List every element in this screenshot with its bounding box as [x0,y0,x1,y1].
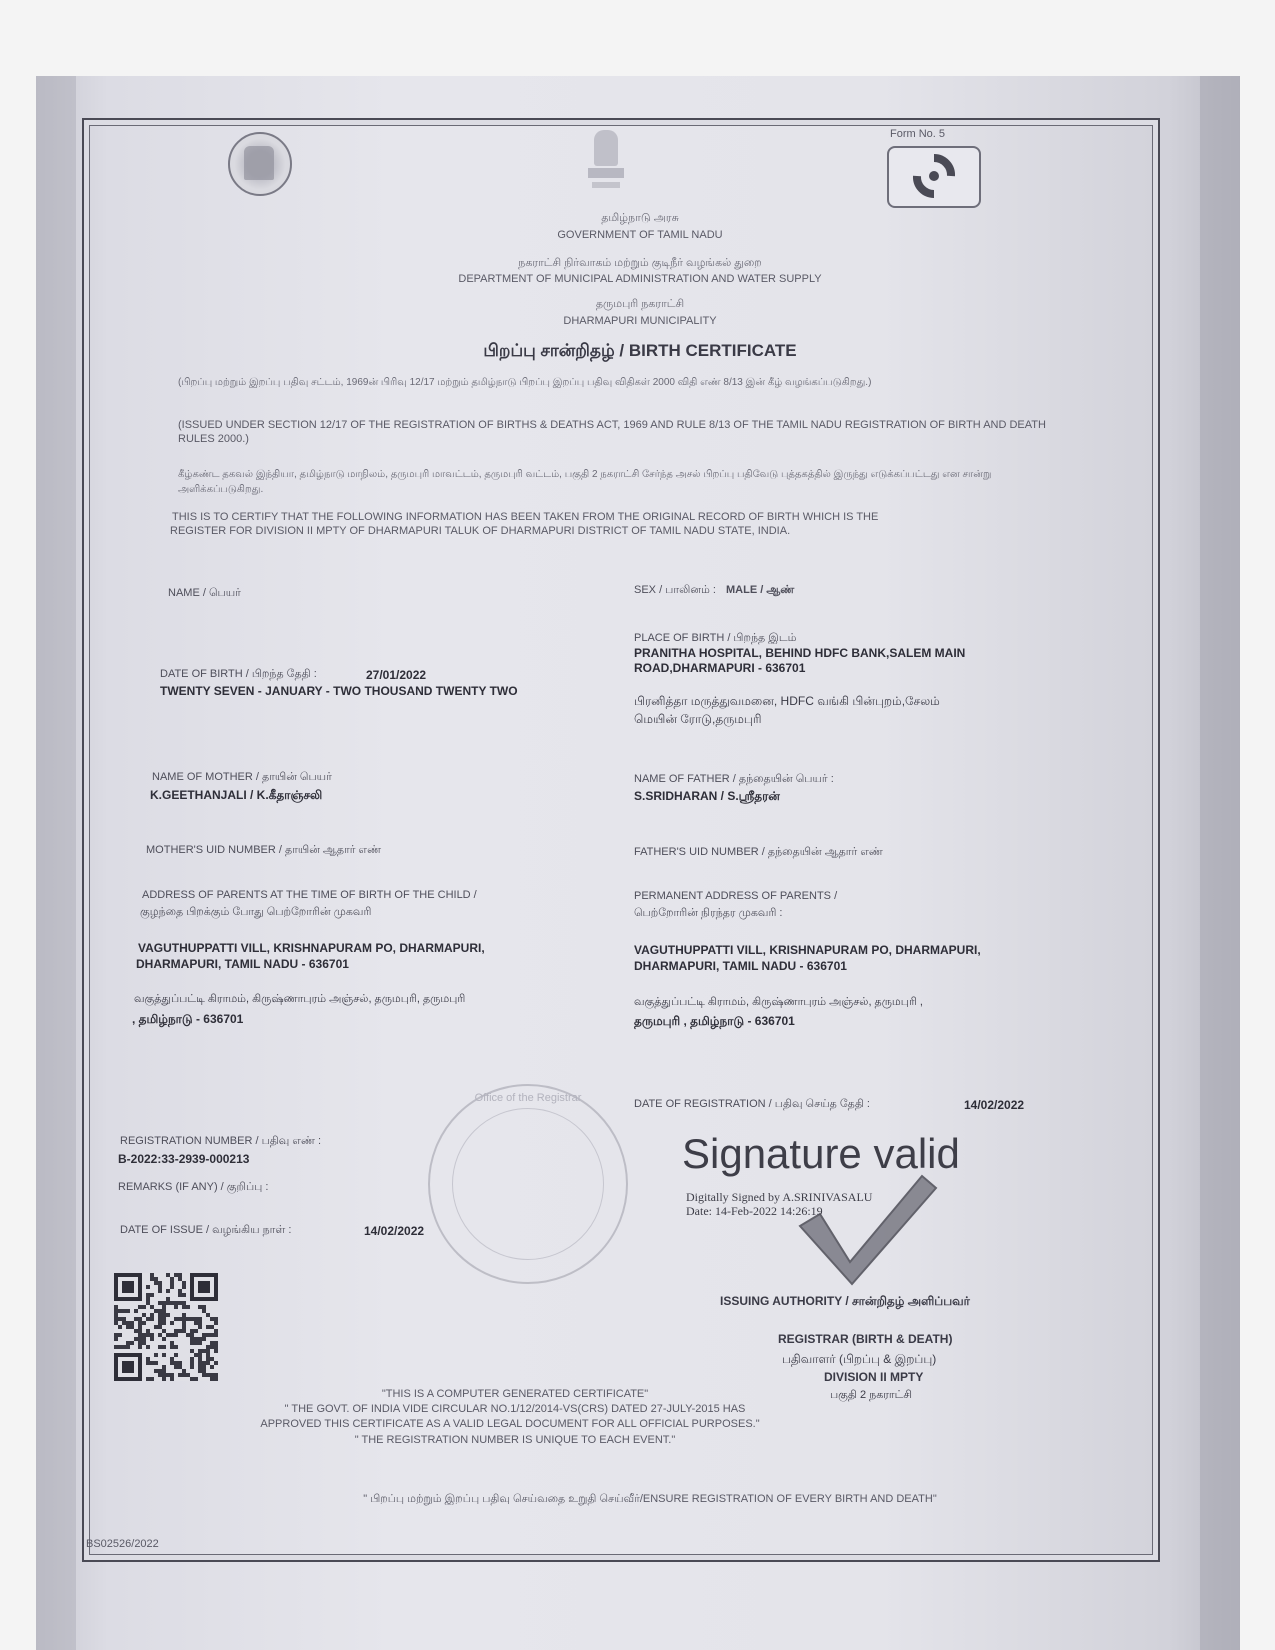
place-of-birth-tamil-line2: மெயின் ரோடு,தருமபுரி [634,712,762,726]
certificate-title: பிறப்பு சான்றிதழ் / BIRTH CERTIFICATE [483,341,797,360]
footer-line-3: APPROVED THIS CERTIFICATE AS A VALID LEGAL DOCUMENT FOR ALL OFFICIAL PURPOSES." [260,1418,760,1430]
father-name-value: S.SRIDHARAN / S.ஸ்ரீதரன் [634,789,780,803]
date-of-birth-value: 27/01/2022 [366,668,427,682]
municipality-title: DHARMAPURI MUNICIPALITY [563,315,717,327]
date-of-birth-words: TWENTY SEVEN - JANUARY - TWO THOUSAND TWENTY TWO [160,684,518,698]
sex-label: SEX / பாலினம் : [634,584,716,596]
registration-number-label: REGISTRATION NUMBER / பதிவு எண் : [120,1135,322,1147]
registrar-title: REGISTRAR (BIRTH & DEATH) [778,1332,953,1346]
permanent-address-value-2: DHARMAPURI, TAMIL NADU - 636701 [634,959,847,973]
certificate-border [82,118,1160,1562]
mother-name-value: K.GEETHANJALI / K.கீதாஞ்சலி [150,788,323,802]
date-of-birth-label: DATE OF BIRTH / பிறந்த தேதி : [160,668,317,680]
sex-value: MALE / ஆண் [726,584,795,596]
father-uid-label: FATHER'S UID NUMBER / தந்தையின் ஆதார் எண் [634,846,883,858]
form-number: Form No. 5 [890,128,946,140]
father-name-label: NAME OF FATHER / தந்தையின் பெயர் : [634,773,834,785]
footer-line-4: " THE REGISTRATION NUMBER IS UNIQUE TO EACH EVENT." [354,1434,676,1446]
mother-name-label: NAME OF MOTHER / தாயின் பெயர் [152,771,332,783]
certify-text-english-1: THIS IS TO CERTIFY THAT THE FOLLOWING INFORMATION HAS BEEN TAKEN FROM THE ORIGINAL RECORD OF BIRTH WHICH IS THE [172,511,879,523]
place-of-birth-tamil-line1: பிரனித்தா மருத்துவமனை, HDFC வங்கி பின்புறம்,சேலம் [634,694,940,708]
division-title: DIVISION II MPTY [824,1370,924,1384]
official-seal-icon [428,1084,628,1284]
registration-date-label: DATE OF REGISTRATION / பதிவு செய்த தேதி : [634,1098,870,1110]
ashoka-emblem-icon [584,130,628,196]
place-of-birth-value-line2: ROAD,DHARMAPURI - 636701 [634,661,806,675]
department-title: DEPARTMENT OF MUNICIPAL ADMINISTRATION AND WATER SUPPLY [458,273,822,285]
birth-address-tamil-2: , தமிழ்நாடு - 636701 [132,1012,244,1026]
department-tamil: நகராட்சி நிர்வாகம் மற்றும் குடிநீர் வழங்கல் துறை [518,257,762,269]
section-text-english: (ISSUED UNDER SECTION 12/17 OF THE REGISTRATION OF BIRTHS & DEATHS ACT, 1969 AND RULE 8/13 OF THE TAMIL NADU REGISTRATION OF BIRTH AND DEATH RULES 2000.) [178,419,1046,445]
scan-shadow-left [36,76,76,1650]
issuing-authority: ISSUING AUTHORITY / சான்றிதழ் அளிப்பவர் [720,1294,970,1308]
bottom-slogan: " பிறப்பு மற்றும் இறப்பு பதிவு செய்வதை உறுதி செய்வீர்/ENSURE REGISTRATION OF EVERY BIRTH AND DEATH" [363,1493,937,1505]
permanent-address-label-1: PERMANENT ADDRESS OF PARENTS / [634,890,838,902]
certify-text-english-2: REGISTER FOR DIVISION II MPTY OF DHARMAPURI TALUK OF DHARMAPURI DISTRICT OF TAMIL NADU STATE, INDIA. [170,525,791,537]
section-text-tamil: (பிறப்பு மற்றும் இறப்பு பதிவு சட்டம், 1969ன் பிரிவு 12/17 மற்றும் தமிழ்நாடு பிறப்பு இறப்பு பதிவு விதிகள் 2000 விதி எண் 8/13 இன் கீழ் வழங்கப்படுகிறது.) [178,377,872,388]
tamil-nadu-emblem-icon [228,132,292,196]
name-label: NAME / பெயர் [168,587,241,599]
place-of-birth-value-line1: PRANITHA HOSPITAL, BEHIND HDFC BANK,SALEM MAIN [634,646,966,660]
birth-address-label-1: ADDRESS OF PARENTS AT THE TIME OF BIRTH OF THE CHILD / [142,889,477,901]
remarks-label: REMARKS (IF ANY) / குறிப்பு : [118,1181,269,1193]
crs-logo-icon [887,146,981,208]
division-title-tamil: பகுதி 2 நகராட்சி [830,1389,913,1401]
registrar-title-tamil: பதிவாளர் (பிறப்பு & இறப்பு) [782,1352,937,1366]
birth-address-label-2: குழந்தை பிறக்கும் போது பெற்றோரின் முகவரி [140,906,372,918]
birth-address-tamil-1: வகுத்துப்பட்டி கிராமம், கிருஷ்ணாபுரம் அஞ்சல், தருமபுரி, தருமபுரி [134,993,466,1005]
permanent-address-tamil-2: தருமபுரி , தமிழ்நாடு - 636701 [634,1014,795,1028]
signature-check-icon [796,1170,946,1290]
signed-date: Date: 14-Feb-2022 14:26:19 [686,1204,823,1218]
birth-address-value-2: DHARMAPURI, TAMIL NADU - 636701 [136,957,349,971]
registration-number-value: B-2022:33-2939-000213 [118,1152,250,1166]
government-title: GOVERNMENT OF TAMIL NADU [557,229,723,241]
government-tamil: தமிழ்நாடு அரசு [601,212,679,224]
permanent-address-tamil-1: வகுத்துப்பட்டி கிராமம், கிருஷ்ணாபுரம் அஞ்சல், தருமபுரி , [634,996,923,1008]
permanent-address-label-2: பெற்றோரின் நிரந்தர முகவரி : [634,907,783,919]
mother-uid-label: MOTHER'S UID NUMBER / தாயின் ஆதார் எண் [146,844,382,856]
footer-line-1: "THIS IS A COMPUTER GENERATED CERTIFICATE" [381,1388,649,1400]
registration-date-value: 14/02/2022 [964,1098,1025,1112]
certify-text-tamil: கீழ்கண்ட தகவல் இந்தியா, தமிழ்நாடு மாநிலம், தருமபுரி மாவட்டம், தருமபுரி வட்டம், பகுதி 2 நகராட்சி சேர்ந்த அசல் பிறப்பு பதிவேடு புத்தகத்தில் இருந்து எடுக்கப்பட்டது என சான்று அளிக்கப்படுகிறது. [178,469,992,495]
signed-by: Digitally Signed by A.SRINIVASALU [686,1190,873,1204]
signature-valid-text: Signature valid [682,1130,960,1177]
date-of-issue-label: DATE OF ISSUE / வழங்கிய நாள் : [120,1224,292,1236]
footer-line-2: " THE GOVT. OF INDIA VIDE CIRCULAR NO.1/12/2014-VS(CRS) DATED 27-JULY-2015 HAS [284,1403,746,1415]
permanent-address-value-1: VAGUTHUPPATTI VILL, KRISHNAPURAM PO, DHARMAPURI, [634,943,981,957]
scan-shadow-right [1200,76,1240,1650]
birth-address-value-1: VAGUTHUPPATTI VILL, KRISHNAPURAM PO, DHARMAPURI, [138,941,485,955]
place-of-birth-label: PLACE OF BIRTH / பிறந்த இடம் [634,632,797,644]
date-of-issue-value: 14/02/2022 [364,1224,425,1238]
qr-code-icon [114,1272,218,1382]
municipality-tamil: தருமபுரி நகராட்சி [595,298,685,310]
seal-text: Office of the Registrar [474,1092,582,1104]
serial-number: BS02526/2022 [86,1538,159,1550]
